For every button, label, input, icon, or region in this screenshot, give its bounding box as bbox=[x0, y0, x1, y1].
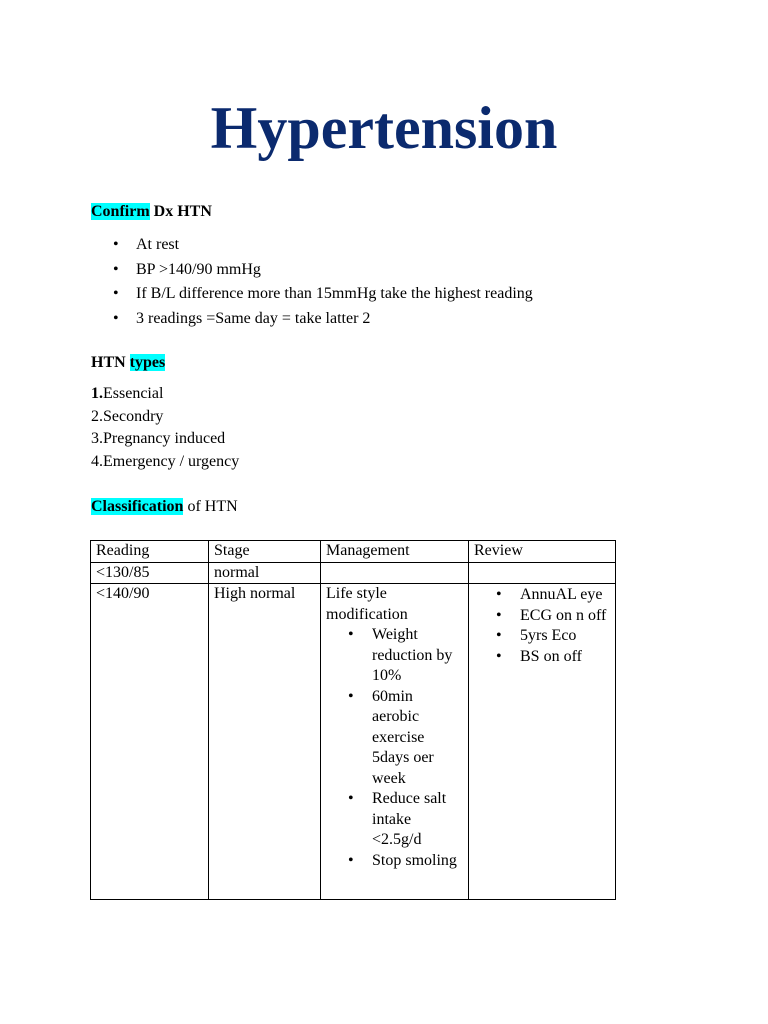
table-cell: <140/90 bbox=[91, 584, 209, 900]
list-item-number: 1. bbox=[91, 385, 103, 402]
list-item: • ECG on n off bbox=[474, 606, 610, 627]
list-item: • Reduce salt intake <2.5g/d bbox=[326, 789, 463, 851]
list-item bbox=[91, 428, 239, 451]
list-item-number: 3. bbox=[91, 430, 103, 447]
list-item bbox=[91, 451, 239, 474]
list-item-text: Emergency / urgency bbox=[103, 452, 240, 470]
classification-table bbox=[90, 540, 616, 900]
list-item: • 3 readings =Same day = take latter 2 bbox=[91, 307, 533, 332]
list-item: • 5yrs Eco bbox=[474, 626, 610, 647]
review-cell bbox=[469, 584, 616, 900]
list-item: • BP >140/90 mmHg bbox=[91, 258, 533, 283]
list-item: • 60min aerobic exercise 5days oer week bbox=[326, 687, 463, 790]
table-cell: normal bbox=[209, 562, 321, 584]
table-cell bbox=[321, 562, 469, 584]
list-item: • AnnuAL eye bbox=[474, 585, 610, 606]
list-item bbox=[91, 406, 239, 429]
table-row bbox=[91, 584, 616, 900]
table-cell: High normal bbox=[209, 584, 321, 900]
list-item-text: Secondry bbox=[103, 407, 164, 425]
column-header: Management bbox=[321, 541, 469, 563]
list-item: • At rest bbox=[91, 233, 533, 258]
classification-heading-highlight: Classification bbox=[91, 498, 184, 515]
classification-heading bbox=[91, 496, 238, 518]
confirm-heading bbox=[91, 201, 212, 223]
column-header: Reading bbox=[91, 541, 209, 563]
list-item-text: Essencial bbox=[103, 385, 164, 402]
table-header-row bbox=[91, 541, 616, 563]
column-header: Review bbox=[469, 541, 616, 563]
confirm-heading-highlight: Confirm bbox=[91, 203, 150, 220]
types-heading-plain: HTN bbox=[91, 354, 130, 371]
confirm-list bbox=[91, 233, 533, 331]
list-item-number: 2. bbox=[91, 407, 103, 425]
table-cell: <130/85 bbox=[91, 562, 209, 584]
column-header: Stage bbox=[209, 541, 321, 563]
management-intro: Life style modification bbox=[326, 585, 408, 623]
management-list bbox=[326, 625, 463, 871]
table-cell bbox=[469, 562, 616, 584]
confirm-heading-rest: Dx HTN bbox=[149, 203, 212, 220]
classification-heading-rest: of HTN bbox=[183, 498, 238, 515]
list-item bbox=[91, 383, 239, 406]
management-cell bbox=[321, 584, 469, 900]
list-item: • If B/L difference more than 15mmHg take the highest reading bbox=[91, 282, 533, 307]
list-item-number: 4. bbox=[91, 452, 103, 470]
review-list bbox=[474, 585, 610, 667]
list-item: • BS on off bbox=[474, 647, 610, 668]
list-item-text: Pregnancy induced bbox=[103, 430, 226, 447]
list-item: • Stop smoling bbox=[326, 851, 463, 872]
page-title: Hypertension bbox=[210, 95, 558, 161]
list-item: • Weight reduction by 10% bbox=[326, 625, 463, 687]
types-list bbox=[91, 383, 239, 473]
types-heading bbox=[91, 352, 165, 374]
table-row bbox=[91, 562, 616, 584]
types-heading-highlight: types bbox=[129, 354, 166, 371]
